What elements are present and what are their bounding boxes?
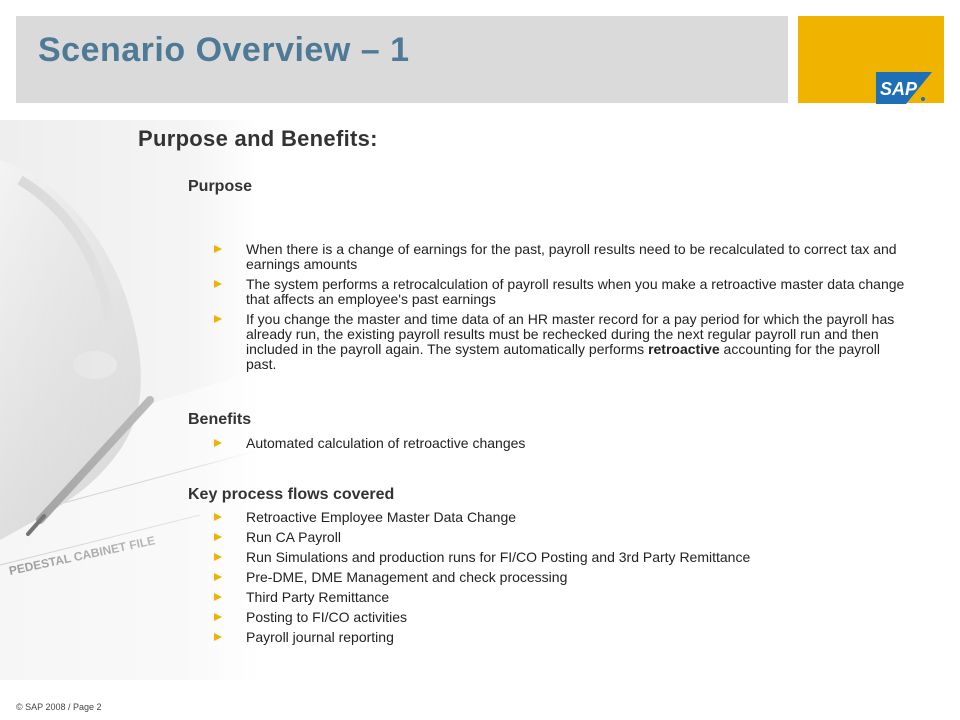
triangle-bullet-icon (214, 513, 222, 521)
triangle-bullet-icon (214, 245, 222, 253)
flows-label: Key process flows covered (188, 486, 395, 503)
list-item (214, 610, 914, 625)
list-item (214, 590, 914, 605)
list-item-text: When there is a change of earnings for the past, payroll results need to be recalculated to correct tax and earnings amounts (246, 241, 897, 272)
list-item (214, 277, 914, 307)
title-band (16, 16, 788, 103)
list-item (214, 436, 914, 451)
list-item-text: Run CA Payroll (246, 529, 341, 545)
triangle-bullet-icon (214, 633, 222, 641)
list-item (214, 242, 914, 272)
triangle-bullet-icon (214, 593, 222, 601)
triangle-bullet-icon (214, 613, 222, 621)
list-item-text: Posting to FI/CO activities (246, 609, 408, 625)
benefits-label: Benefits (188, 411, 252, 428)
list-item-text: Automated calculation of retroactive changes (246, 435, 526, 451)
list-item-text: Payroll journal reporting (246, 629, 394, 645)
list-item-text: Run Simulations and production runs for FI/CO Posting and 3rd Party Remittance (246, 549, 751, 565)
list-item-text: Retroactive Employee Master Data Change (246, 509, 517, 525)
list-item (214, 312, 914, 372)
footer-copyright: © SAP 2008 / Page 2 (16, 702, 102, 712)
page-title: Scenario Overview – 1 (38, 31, 410, 69)
svg-text:SAP: SAP (880, 79, 918, 99)
list-item-text-bold: retroactive (648, 341, 720, 357)
list-item-text: Pre-DME, DME Management and check processing (246, 569, 568, 585)
list-item-text-after: accounting for the payroll past. (246, 341, 880, 372)
triangle-bullet-icon (214, 573, 222, 581)
list-item-text: The system performs a retrocalculation of payroll results when you make a retroactive master data change that affects an employee's past earnings (246, 276, 905, 307)
triangle-bullet-icon (214, 315, 222, 323)
list-item (214, 510, 914, 525)
sap-logo-icon (876, 72, 932, 104)
list-item (214, 530, 914, 545)
triangle-bullet-icon (214, 439, 222, 447)
triangle-bullet-icon (214, 280, 222, 288)
list-item-text: Third Party Remittance (246, 589, 390, 605)
purpose-list (214, 242, 914, 377)
list-item (214, 550, 914, 565)
triangle-bullet-icon (214, 533, 222, 541)
triangle-bullet-icon (214, 553, 222, 561)
list-item (214, 630, 914, 645)
benefits-list (214, 436, 914, 451)
list-item (214, 570, 914, 585)
section-heading: Purpose and Benefits: (138, 126, 378, 151)
list-item-text-before: If you change the master and time data of an HR master record for a pay period for which the payroll has already run, the existing payroll results must be rechecked during the next regular payroll run and then included in the payroll again. The system automatically performs (246, 311, 895, 357)
purpose-label: Purpose (188, 178, 253, 195)
flows-list (214, 510, 914, 650)
